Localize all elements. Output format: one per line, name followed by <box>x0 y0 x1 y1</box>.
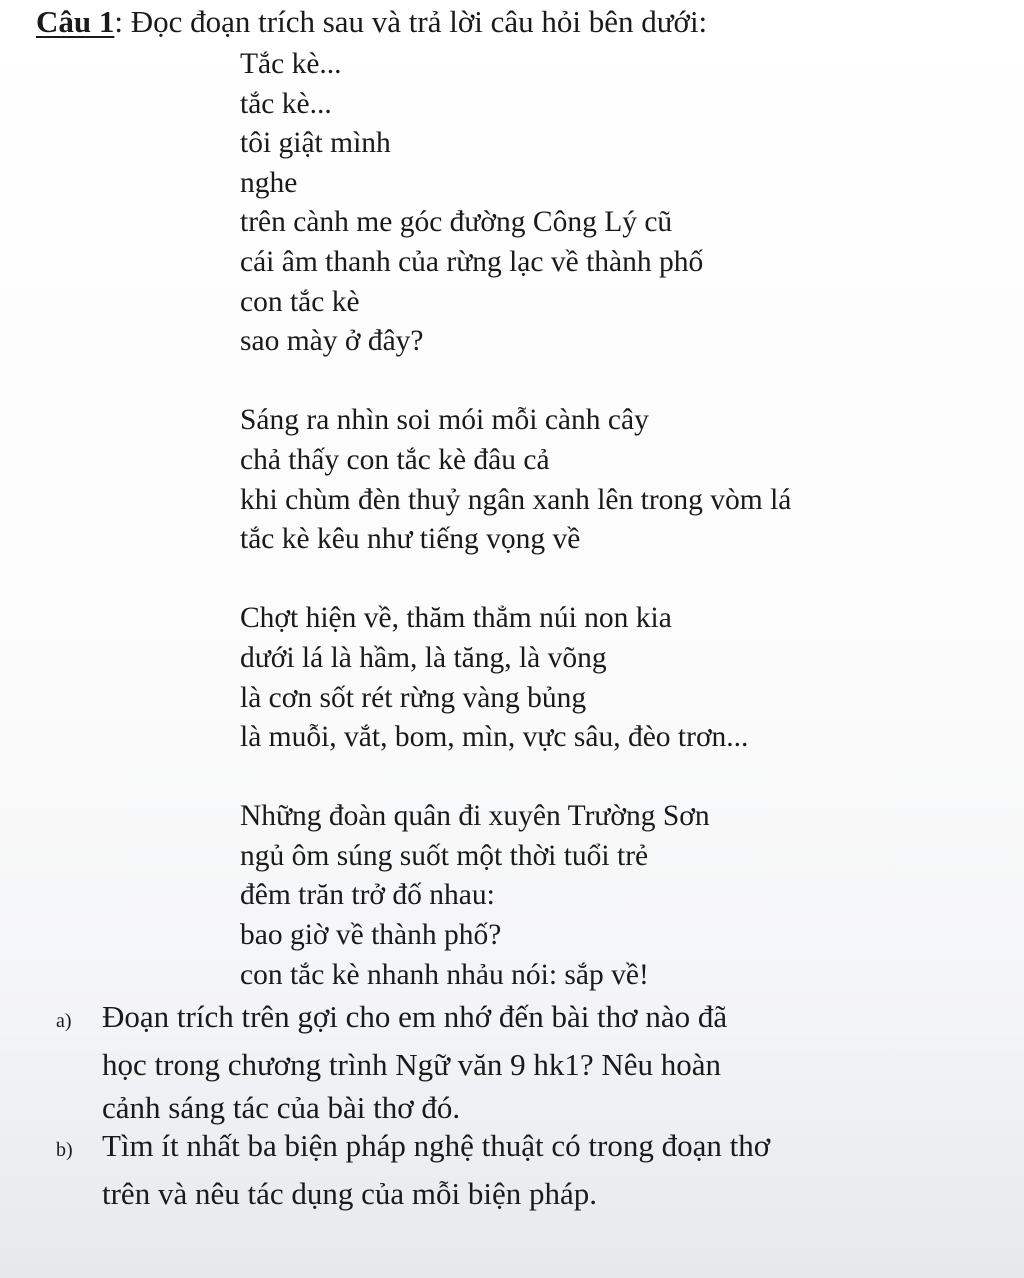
poem-line: là muỗi, vắt, bom, mìn, vực sâu, đèo trơn... <box>240 721 749 754</box>
poem-line: đêm trăn trở đố nhau: <box>240 879 495 912</box>
poem-line: Tắc kè... <box>240 48 342 80</box>
poem-line: tắc kè... <box>240 87 332 120</box>
sub-question-marker: a) <box>56 1010 72 1032</box>
poem-line: tắc kè kêu như tiếng vọng về <box>240 523 581 556</box>
poem-stanza-2 <box>240 401 791 559</box>
poem-line: khi chùm đèn thuỷ ngân xanh lên trong vòm lá <box>240 483 792 516</box>
poem-line: con tắc kè <box>240 285 360 318</box>
poem-line: trên cành me góc đường Công Lý cũ <box>240 206 673 239</box>
poem-line: Những đoàn quân đi xuyên Trường Sơn <box>240 800 710 833</box>
poem-line: chả thấy con tắc kè đâu cả <box>240 443 550 476</box>
question-instruction: : Đọc đoạn trích sau và trả lời câu hỏi bên dưới: <box>114 4 708 39</box>
poem-line: nghe <box>240 166 298 199</box>
sub-question-line: Tìm ít nhất ba biện pháp nghệ thuật có trong đoạn thơ <box>102 1128 771 1163</box>
poem-line: là cơn sốt rét rừng vàng bủng <box>240 681 587 714</box>
sub-question-line: cảnh sáng tác của bài thơ đó. <box>102 1090 461 1125</box>
sub-question-line: trên và nêu tác dụng của mỗi biện pháp. <box>102 1176 597 1211</box>
poem-stanza-1 <box>240 45 791 362</box>
sub-question-a <box>56 995 727 1129</box>
poem-stanza-4 <box>240 797 791 995</box>
poem-line: con tắc kè nhanh nhảu nói: sắp về! <box>240 958 649 991</box>
sub-question-b <box>56 1124 770 1215</box>
poem-excerpt <box>240 45 791 995</box>
poem-line: sao mày ở đây? <box>240 325 424 358</box>
sub-question-line: học trong chương trình Ngữ văn 9 hk1? Nêu hoàn <box>102 1047 722 1082</box>
poem-line: bao giờ về thành phố? <box>240 919 502 952</box>
poem-line: tôi giật mình <box>240 127 391 160</box>
question-heading <box>36 2 707 42</box>
poem-line: ngủ ôm súng suốt một thời tuổi trẻ <box>240 839 649 872</box>
question-number: Câu 1 <box>36 4 115 39</box>
sub-question-line: Đoạn trích trên gợi cho em nhớ đến bài thơ nào đã <box>102 999 728 1034</box>
poem-stanza-3 <box>240 599 791 757</box>
poem-line: dưới lá là hầm, là tăng, là võng <box>240 641 607 674</box>
poem-line: Sáng ra nhìn soi mói mỗi cành cây <box>240 404 649 437</box>
poem-line: cái âm thanh của rừng lạc về thành phố <box>240 245 704 278</box>
poem-line: Chợt hiện về, thăm thẳm núi non kia <box>240 602 672 635</box>
sub-question-marker: b) <box>56 1139 73 1161</box>
